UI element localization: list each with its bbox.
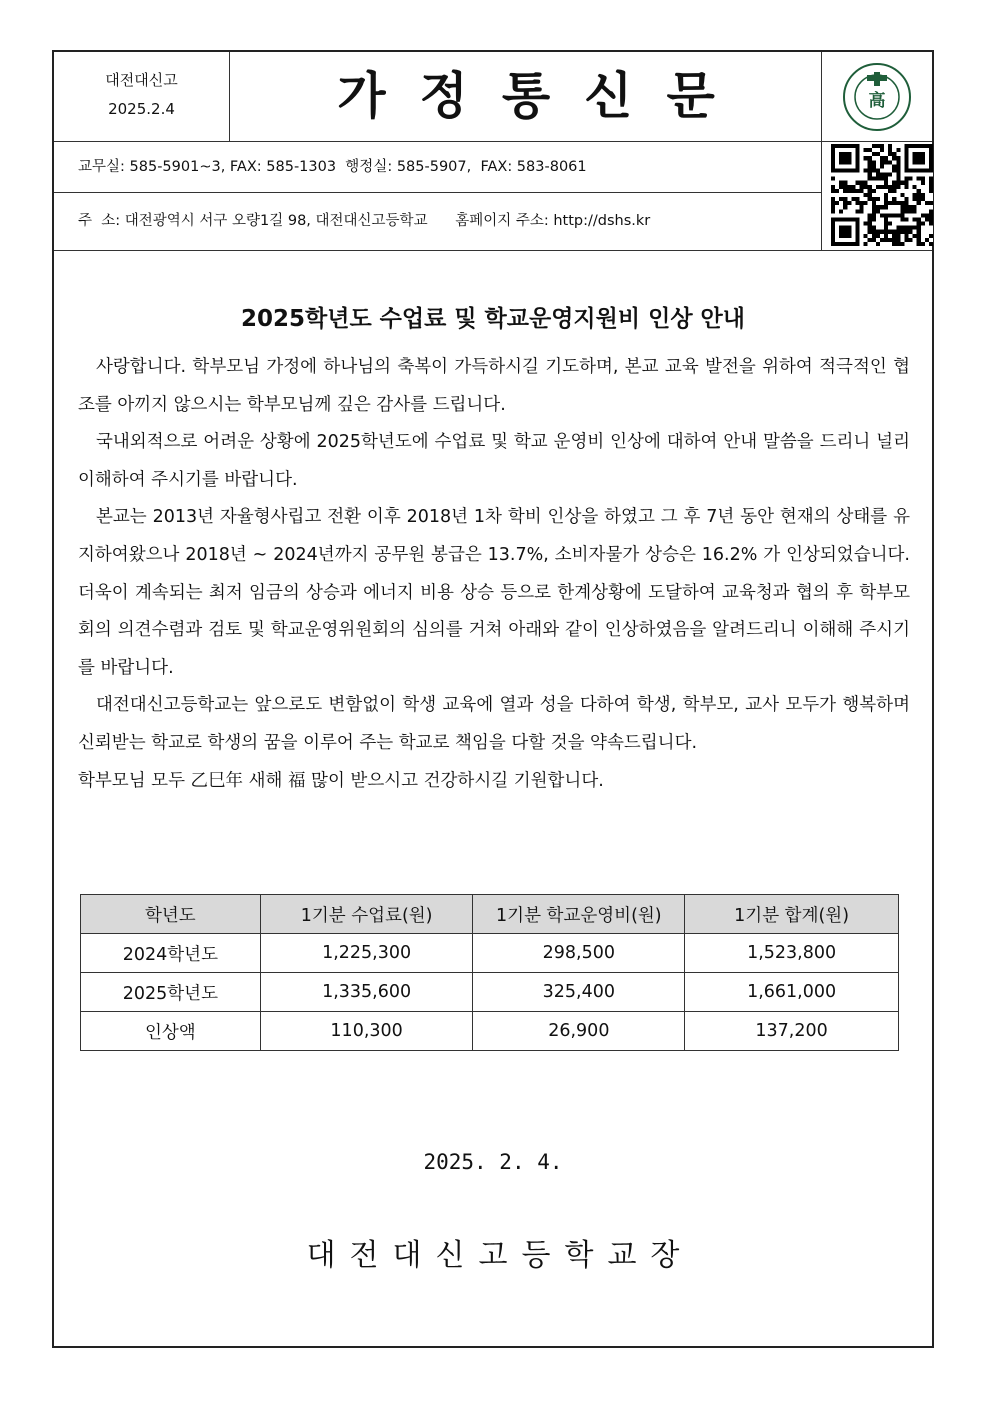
newsletter-frame: [52, 50, 934, 1348]
table-row: [81, 973, 899, 1012]
footer-date: 2025. 2. 4.: [423, 1150, 563, 1174]
header-operating-fee: 1기분 학교운영비(원): [473, 895, 685, 934]
qr-box: [821, 141, 933, 250]
paragraph-promise: 대전대신고등학교는 앞으로도 변함없이 학생 교육에 열과 성을 다하여 학생, 학부모, 교사 모두가 행복하며 신뢰받는 학교로 학생의 꿈을 이루어 주는 학교로 책임을 다할 것을 약속드립니다.: [78, 695, 910, 753]
qr-code-icon[interactable]: [831, 144, 933, 246]
school-short-name: 대전대신고: [105, 71, 178, 89]
school-info-box: [54, 52, 230, 141]
paragraph-closing: 학부모님 모두 乙巳年 새해 福 많이 받으시고 건강하시길 기원합니다.: [78, 770, 604, 791]
header-total: 1기분 합계(원): [685, 895, 899, 934]
signer-name: 대전대신고등학교장: [306, 1238, 694, 1273]
document-body: [78, 349, 910, 800]
address-line: 주 소: 대전광역시 서구 오량1길 98, 대전대신고등학교 홈페이지 주소: http://dshs.kr: [78, 213, 651, 229]
header-top-row: [54, 52, 932, 142]
cell-tuition: 1,225,300: [260, 934, 473, 973]
paragraph-reason: 본교는 2013년 자율형사립고 전환 이후 2018년 1차 학비 인상을 하였고 그 후 7년 동안 현재의 상태를 유지하여왔으나 2018년 ~ 2024년까지 공무원 봉급은 13.7%, 소비자물가 상승은 16.2% 가 인상되었습니다. 더욱이 계속되는 최저 임금의 상승과 에너지 비용 상승 등으로 한계상황에 도달하여 교육청과 협의 후 학부모회의 의견수렴과 검토 및 학교운영위원회의 심의를 거쳐 아래와 같이 인상하였음을 알려드리니 이해해 주시기를 바랍니다.: [78, 507, 910, 678]
cell-year: 2025학년도: [81, 973, 261, 1012]
cell-total: 1,661,000: [685, 973, 899, 1012]
school-emblem-icon: [842, 62, 912, 132]
header-tuition: 1기분 수업료(원): [260, 895, 473, 934]
header-divider: [54, 250, 932, 251]
cell-tuition: 110,300: [260, 1012, 473, 1051]
cell-total: 137,200: [685, 1012, 899, 1051]
contact-line: 교무실: 585-5901~3, FAX: 585-1303 행정실: 585-5907, FAX: 583-8061: [54, 141, 821, 193]
cell-tuition: 1,335,600: [260, 973, 473, 1012]
fee-table: [80, 894, 899, 1051]
table-row: [81, 934, 899, 973]
newsletter-title: 가정통신문: [337, 67, 749, 125]
cell-year: 인상액: [81, 1012, 261, 1051]
table-row: [81, 1012, 899, 1051]
cell-operating-fee: 325,400: [473, 973, 685, 1012]
cell-total: 1,523,800: [685, 934, 899, 973]
emblem-text: 高: [868, 91, 886, 111]
document-title: 2025학년도 수업료 및 학교운영지원비 인상 안내: [241, 306, 745, 332]
header-year: 학년도: [81, 895, 261, 934]
fee-table-header-row: [81, 895, 899, 934]
cell-operating-fee: 298,500: [473, 934, 685, 973]
logo-box: [821, 52, 933, 141]
cell-year: 2024학년도: [81, 934, 261, 973]
paragraph-greeting: 사랑합니다. 학부모님 가정에 하나님의 축복이 가득하시길 기도하며, 본교 교육 발전을 위하여 적극적인 협조를 아끼지 않으시는 학부모님께 깊은 감사를 드립니다.: [78, 357, 910, 415]
issue-date: 2025.2.4: [108, 100, 175, 118]
cell-operating-fee: 26,900: [473, 1012, 685, 1051]
paragraph-notice: 국내외적으로 어려운 상황에 2025학년도에 수업료 및 학교 운영비 인상에 대하여 안내 말씀을 드리니 널리 이해하여 주시기를 바랍니다.: [78, 432, 910, 490]
